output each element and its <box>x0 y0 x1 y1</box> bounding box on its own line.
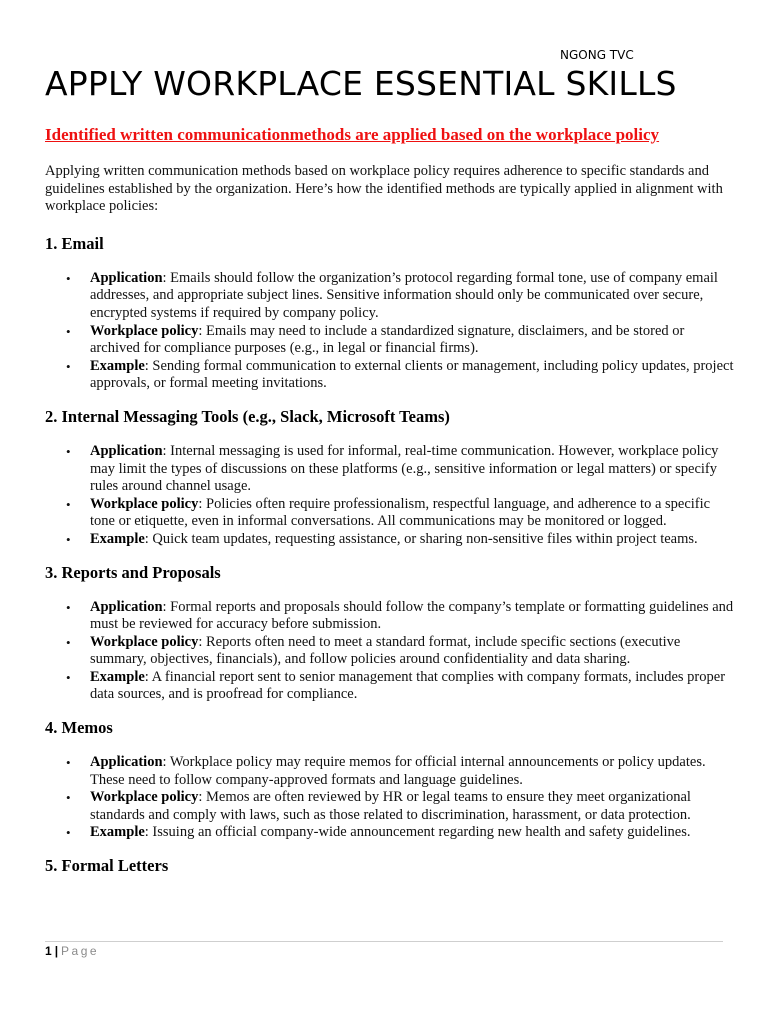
item-label: Application <box>90 442 163 459</box>
bullet-icon: • <box>66 531 71 547</box>
bullet-icon: • <box>66 790 71 806</box>
bullet-icon: • <box>66 496 71 512</box>
item-text: : Memos are often reviewed by HR or legal teams to ensure they meet organizational standards and comply with laws, such as those related to discrimination, harassment, or data protection. <box>90 789 691 823</box>
item-text: : A financial report sent to senior management that complies with company formats, includes proper data sources, and is proofread for compliance. <box>90 668 726 703</box>
bullet-icon: • <box>66 599 71 615</box>
bullet-icon: • <box>66 443 71 459</box>
item-label: Example <box>90 357 145 374</box>
item-label: Example <box>90 668 145 685</box>
document-body <box>45 163 735 892</box>
page-label: Page <box>61 944 100 958</box>
page-title: APPLY WORKPLACE ESSENTIAL SKILLS <box>45 64 677 103</box>
item-text: : Issuing an official company-wide announcement regarding new health and safety guidelines. <box>144 824 691 841</box>
item-label: Application <box>90 598 163 615</box>
list-item <box>66 322 735 358</box>
page-subtitle: Identified written communicationmethods are applied based on the workplace policy <box>45 125 660 144</box>
list-item <box>66 789 735 824</box>
item-text: : Reports often need to meet a standard format, include specific sections (executive summary, objectives, financials), and follow policies around confidentiality and data sharing. <box>90 633 681 668</box>
section-email <box>45 234 735 393</box>
list-item <box>66 442 735 496</box>
section-heading: 1. Email <box>45 233 104 253</box>
item-text: : Workplace policy may require memos for official internal announcements or policy updates. These need to follow company-approved formats and language guidelines. <box>90 754 706 788</box>
list-item <box>66 357 735 393</box>
item-text: : Internal messaging is used for informal, real-time communication. However, workplace policy may limit the types of discussions on these platforms (e.g., sensitive information or legal matters) or specify rules around channel usage. <box>90 442 719 495</box>
item-label: Workplace policy <box>90 322 199 339</box>
bullet-icon: • <box>66 825 71 841</box>
section-reports-proposals <box>45 563 735 705</box>
bullet-icon: • <box>66 755 71 771</box>
item-label: Example <box>90 530 145 547</box>
bullet-list <box>45 270 735 393</box>
footer-separator: | <box>54 944 59 958</box>
list-item <box>66 633 735 669</box>
item-label: Application <box>90 269 163 286</box>
bullet-icon: • <box>66 669 71 685</box>
section-heading: 4. Memos <box>45 718 113 738</box>
intro-paragraph: Applying written communication methods based on workplace policy requires adherence to specific standards and guidelines established by the organization. Here’s how the identified methods are typically applied in alignment with workplace policies: <box>45 163 723 215</box>
list-item <box>66 495 735 531</box>
bullet-icon: • <box>66 323 71 339</box>
bullet-list <box>45 754 735 842</box>
page-number: 1 <box>45 944 52 958</box>
section-internal-messaging <box>45 407 735 549</box>
item-label: Application <box>90 754 163 771</box>
item-label: Workplace policy <box>90 633 199 650</box>
item-label: Example <box>90 824 145 841</box>
footer-divider <box>45 941 723 942</box>
list-item <box>66 668 735 704</box>
organization-name: NGONG TVC <box>560 48 634 62</box>
list-item <box>66 269 735 323</box>
item-label: Workplace policy <box>90 495 199 512</box>
list-item <box>66 824 735 842</box>
list-item <box>66 754 735 789</box>
bullet-icon: • <box>66 270 71 286</box>
bullet-icon: • <box>66 634 71 650</box>
section-memos <box>45 718 735 842</box>
section-heading: 3. Reports and Proposals <box>45 562 221 582</box>
bullet-icon: • <box>66 358 71 374</box>
section-formal-letters <box>45 856 735 876</box>
list-item <box>66 530 735 549</box>
item-text: : Sending formal communication to external clients or management, including policy updates, project approvals, or formal meeting invitations. <box>90 357 734 392</box>
section-heading: 5. Formal Letters <box>45 856 169 876</box>
item-text: : Emails should follow the organization’s protocol regarding formal tone, use of company email addresses, and appropriate subject lines. Sensitive information should only be communicated over secure, encrypted systems if required by company policy. <box>90 269 718 321</box>
section-heading: 2. Internal Messaging Tools (e.g., Slack, Microsoft Teams) <box>45 406 450 426</box>
bullet-list <box>45 443 735 549</box>
item-text: : Formal reports and proposals should follow the company’s template or formatting guidelines and must be reviewed for accuracy before submission. <box>90 598 734 633</box>
list-item <box>66 598 735 634</box>
page-footer <box>45 944 99 958</box>
item-label: Workplace policy <box>90 789 199 806</box>
bullet-list <box>45 599 735 705</box>
item-text: : Quick team updates, requesting assistance, or sharing non-sensitive files within project teams. <box>144 530 698 547</box>
item-text: : Policies often require professionalism, respectful language, and adherence to a specific tone or etiquette, even in informal conversations. All communications may be monitored or logged. <box>90 495 711 530</box>
item-text: : Emails may need to include a standardized signature, disclaimers, and be stored or archived for compliance purposes (e.g., in legal or financial firms). <box>90 322 685 357</box>
